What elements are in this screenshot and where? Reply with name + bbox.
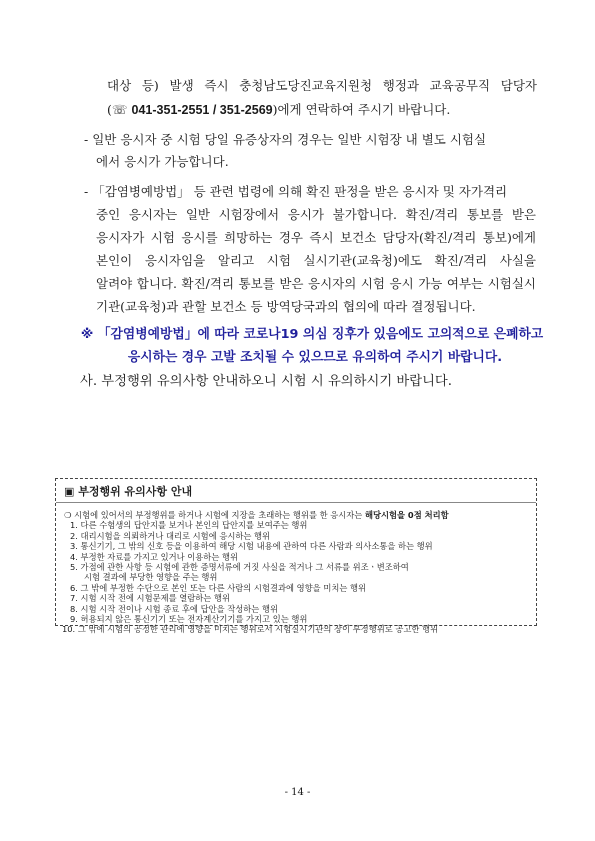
fraud-item-7: 7. 시험 시작 전에 시험문제를 열람하는 행위 [70,593,230,604]
fraud-item-9: 9. 허용되지 않은 통신기기 또는 전자계산기기를 가지고 있는 행위 [70,614,308,624]
bullet-2-line-3: 응시자가 시험 응시를 희망하는 경우 즉시 보건소 담당자(확진/격리 통보)에게 [96,230,536,245]
fraud-item-8: 8. 시험 시작 전이나 시험 종료 후에 답안을 작성하는 행위 [70,603,278,614]
covid-warning-line-1: ※ 「감염병예방법」에 따라 코로나19 의심 징후가 있음에도 고의적으로 은폐하고 [80,327,544,342]
section-sa: 사. 부정행위 유의사항 안내하오니 시험 시 유의하시기 바랍니다. [80,374,453,389]
fraud-item-4: 4. 부정한 자료를 가지고 있거나 이용하는 행위 [70,551,239,562]
fraud-notice-zero-score: 해당시험을 0점 처리함 [364,510,449,520]
covid-warning-line-2: 응시하는 경우 고발 조치될 수 있으므로 유의하여 주시기 바랍니다. [127,350,503,365]
fraud-item-10: 10. 그 밖에 시험의 공정한 관리에 영향을 미치는 행위로서 시험실시기관의 장이 부정행위로 공고한 행위 [62,624,439,635]
intro-line-2-tail: )에게 연락하여 주시기 바랍니다. [272,102,451,117]
intro-line-2: (☏ 041-351-2551 / 351-2569)에게 연락하여 주시기 바랍니다. [107,102,451,117]
fraud-notice-title: ▣ 부정행위 유의사항 안내 [64,485,193,498]
fraud-item-6: 6. 그 밖에 부정한 수단으로 본인 또는 다른 사람의 시험결과에 영향을 미치는 행위 [70,582,367,593]
bullet-2-line-1: - 「감염병예방법」 등 관련 법령에 의해 확진 판정을 받은 응시자 및 자가격리 [84,184,508,199]
phone-icon: ☏ [111,102,128,117]
fraud-item-3: 3. 통신기기, 그 밖의 신호 등을 이용하여 해당 시험 내용에 관하여 다른 사람과 의사소통을 하는 행위 [70,541,433,552]
page-number: - 14 - [284,787,311,798]
phone-numbers: 041-351-2551 / 351-2569 [131,103,273,117]
fraud-item-5-cont: 시험 결과에 부당한 영향을 주는 행위 [84,572,218,583]
bullet-2-line-2: 중인 응시자는 일반 시험장에서 응시가 불가합니다. 확진/격리 통보를 받은 [96,207,536,222]
bullet-2-line-5: 알려야 합니다. 확진/격리 통보를 받은 응시자의 시험 응시 가능 여부는 시험실시 [96,276,536,291]
fraud-notice-intro-text: ❍ 시험에 있어서의 부정행위를 하거나 시험에 지장을 초래하는 행위를 한 응시자는 [64,510,365,520]
fraud-notice-divider [56,502,536,503]
bullet-1-line-1: - 일반 응시자 중 시험 당일 유증상자의 경우는 일반 시험장 내 별도 시험실 [84,132,487,147]
fraud-notice-box [55,478,537,635]
fraud-item-1: 1. 다른 수험생의 답안지를 보거나 본인의 답안지를 보여주는 행위 [70,520,308,531]
fraud-item-2: 2. 대리시험을 의뢰하거나 대리로 시험에 응시하는 행위 [70,530,271,541]
bullet-1-line-2: 에서 응시가 가능합니다. [96,154,229,169]
fraud-item-5: 5. 가점에 관한 사항 등 시험에 관한 증명서류에 거짓 사실을 적거나 그 서류를 위조ㆍ변조하여 [70,562,409,572]
bullet-2-line-4: 본인이 응시자임을 알리고 시험 실시기관(교육청)에도 확진/격리 사실을 [96,253,536,268]
bullet-2-line-6: 기관(교육청)과 관할 보건소 등 방역당국과의 협의에 따라 결정됩니다. [96,299,476,314]
intro-line-1: 대상 등) 발생 즉시 충청남도당진교육지원청 행정과 교육공무직 담당자 [107,78,537,93]
